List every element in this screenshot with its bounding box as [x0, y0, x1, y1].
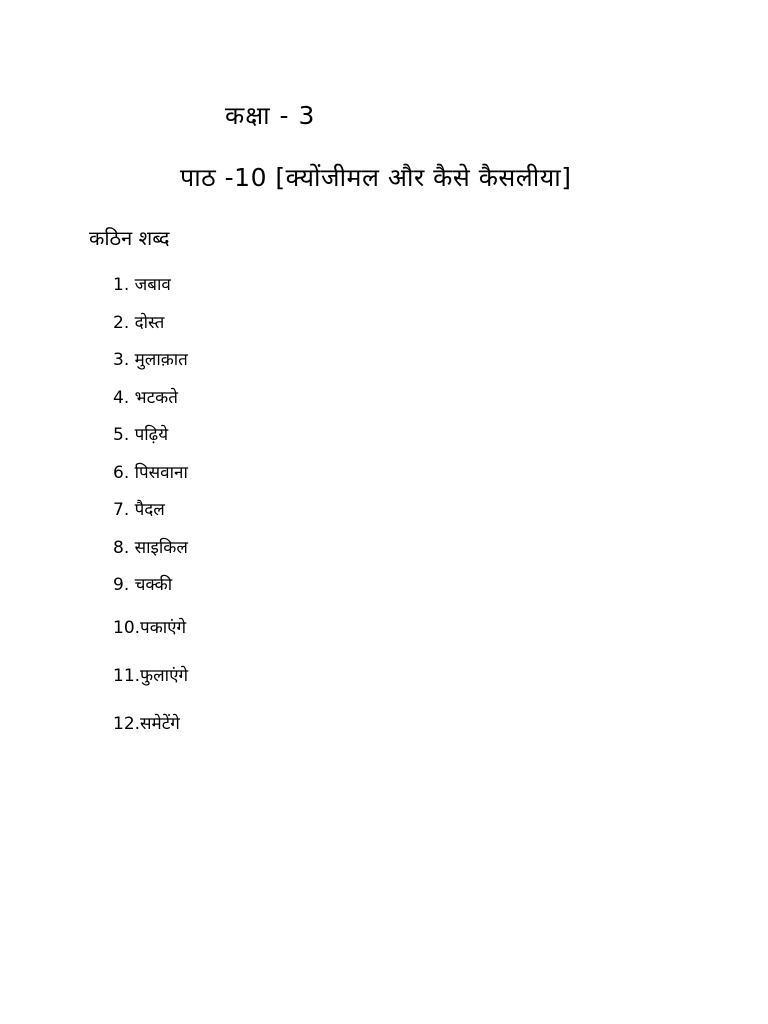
list-item: 6. पिसवाना: [113, 462, 188, 483]
list-item: 9. चक्की: [113, 575, 173, 595]
list-item: 10.पकाएंगे: [113, 617, 187, 638]
difficult-words-list: [113, 270, 188, 752]
list-item: 8. साइकिल: [113, 537, 188, 558]
list-item: 12.समेटेंगे: [113, 713, 180, 734]
list-item: 7. पैदल: [113, 500, 165, 520]
list-item: 4. भटकते: [113, 387, 178, 408]
list-item: 3. मुलाक़ात: [113, 350, 188, 370]
difficult-words-heading: कठिन शब्द: [89, 226, 170, 250]
list-item: 2. दोस्त: [113, 312, 165, 333]
list-item: 11.फुलाएंगे: [113, 665, 189, 686]
lesson-title: पाठ -10 [क्योंजीमल और कैसे कैसलीया]: [180, 163, 572, 192]
list-item: 5. पढ़िये: [113, 425, 169, 445]
list-item: 1. जबाव: [113, 275, 171, 295]
class-title: कक्षा - 3: [225, 101, 316, 130]
